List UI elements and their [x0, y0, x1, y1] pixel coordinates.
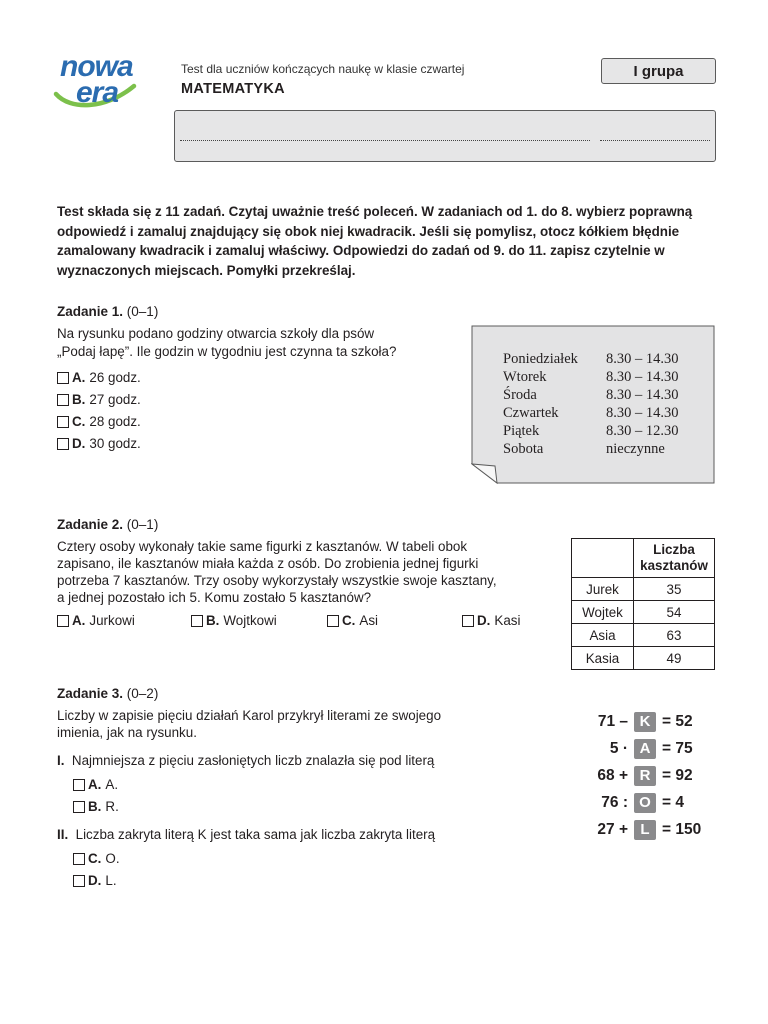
schedule-row: Sobota nieczynne	[503, 441, 665, 457]
task1-title	[57, 304, 158, 319]
task1-title-text: Zadanie 1.	[57, 304, 124, 319]
letter-tile: A	[634, 739, 656, 759]
table-row: Asia 63	[572, 624, 715, 647]
task1-option-b[interactable]: B. 27 godz.	[57, 392, 141, 407]
letter-tile: R	[634, 766, 656, 786]
task1-question-line2: „Podaj łapę”. Ile godzin w tygodniu jest czynna ta szkoła?	[57, 344, 397, 359]
logo-nowa: nowa	[60, 50, 133, 83]
checkbox-icon[interactable]	[57, 394, 69, 406]
name-dotted-line	[180, 140, 590, 141]
letter-tile: L	[634, 820, 656, 840]
schedule-row: Czwartek 8.30 – 14.30	[503, 405, 679, 421]
task1-option-a[interactable]: A. 26 godz.	[57, 370, 141, 385]
task3-option-c[interactable]: C. O.	[73, 851, 120, 866]
equation-r: 68 + R = 92	[597, 767, 693, 784]
checkbox-icon[interactable]	[57, 615, 69, 627]
task2-question-line1: Cztery osoby wykonały takie same figurki z kasztanów. W tabeli obok	[57, 539, 468, 554]
checkbox-icon[interactable]	[57, 372, 69, 384]
checkbox-icon[interactable]	[73, 779, 85, 791]
table-header: Liczba kasztanów	[634, 539, 715, 578]
task2-option-c[interactable]: C. Asi	[327, 613, 378, 628]
task1-option-d[interactable]: D. 30 godz.	[57, 436, 141, 451]
task2-points: (0–1)	[126, 517, 159, 532]
task3-part2: II. Liczba zakryta literą K jest taka sama jak liczba zakryta literą	[57, 827, 436, 842]
task3-option-b[interactable]: B. R.	[73, 799, 119, 814]
instructions: Test składa się z 11 zadań. Czytaj uważnie treść poleceń. W zadaniach od 1. do 8. wybierz poprawną odpowiedź i zamaluj znajdujący się obok niej kwadracik. Jeśli się pomylisz, otocz kółkiem błędnie zamalowany kwadracik i zamaluj właściwy. Odpowiedzi do zadań od 9. do 11. zapisz czytelnie w wyznaczonych miejscach. Pomyłki przekreślaj.	[57, 204, 693, 278]
chestnut-table	[571, 538, 715, 670]
task2-title	[57, 517, 158, 532]
schedule-row: Piątek 8.30 – 12.30	[503, 423, 679, 439]
equation-k: 71 – K = 52	[597, 713, 693, 730]
task3-points: (0–2)	[126, 686, 159, 701]
checkbox-icon[interactable]	[462, 615, 474, 627]
task3-question-line1: Liczby w zapisie pięciu działań Karol przykrył literami ze swojego	[57, 708, 442, 723]
logo-era: era	[76, 76, 119, 109]
task1-option-c[interactable]: C. 28 godz.	[57, 414, 141, 429]
task2-question-line4: a jednej pozostało ich 5. Komu zostało 5 kasztanów?	[57, 590, 372, 605]
task2-option-b[interactable]: B. Wojtkowi	[191, 613, 277, 628]
task2-option-a[interactable]: A. Jurkowi	[57, 613, 135, 628]
task3-option-a[interactable]: A. A.	[73, 777, 118, 792]
task1-question-line1: Na rysunku podano godziny otwarcia szkoły dla psów	[57, 326, 375, 341]
subject-title: MATEMATYKA	[181, 81, 285, 97]
task2-title-text: Zadanie 2.	[57, 517, 124, 532]
task3-question-line2: imienia, jak na rysunku.	[57, 725, 197, 740]
schedule-row: Wtorek 8.30 – 14.30	[503, 369, 679, 385]
test-subtitle: Test dla uczniów kończących naukę w klasie czwartej	[181, 62, 465, 76]
task1-points: (0–1)	[126, 304, 159, 319]
task2-question-line3: potrzeba 7 kasztanów. Trzy osoby wykorzystały wszystkie swoje kasztany,	[57, 573, 497, 588]
table-row: Wojtek 54	[572, 601, 715, 624]
table-row: Kasia 49	[572, 647, 715, 670]
schedule-row: Środa 8.30 – 14.30	[503, 387, 679, 403]
task3-title-text: Zadanie 3.	[57, 686, 124, 701]
checkbox-icon[interactable]	[191, 615, 203, 627]
task3-option-d[interactable]: D. L.	[73, 873, 117, 888]
checkbox-icon[interactable]	[73, 875, 85, 887]
table-row: Jurek 35	[572, 578, 715, 601]
task3-title	[57, 686, 158, 701]
checkbox-icon[interactable]	[73, 853, 85, 865]
checkbox-icon[interactable]	[57, 416, 69, 428]
checkbox-icon[interactable]	[327, 615, 339, 627]
equation-l: 27 + L = 150	[597, 821, 702, 838]
student-name-box[interactable]	[174, 110, 716, 162]
task3-part1: I. Najmniejsza z pięciu zasłoniętych liczb znalazła się pod literą	[57, 753, 435, 768]
checkbox-icon[interactable]	[73, 801, 85, 813]
equation-a: 5 · A = 75	[609, 740, 693, 757]
class-dotted-line	[600, 140, 710, 141]
letter-tile: O	[634, 793, 656, 813]
group-label: I grupa	[601, 58, 716, 84]
task2-question-line2: zapisano, ile kasztanów miała każda z osób. Do zrobienia jednej figurki	[57, 556, 479, 571]
table-header-row	[572, 539, 715, 578]
equation-o: 76 : O = 4	[601, 794, 684, 811]
task2-option-d[interactable]: D. Kasi	[462, 613, 520, 628]
schedule-table	[503, 350, 679, 458]
checkbox-icon[interactable]	[57, 438, 69, 450]
letter-tile: K	[634, 712, 656, 732]
schedule-row: Poniedziałek 8.30 – 14.30	[503, 351, 679, 367]
